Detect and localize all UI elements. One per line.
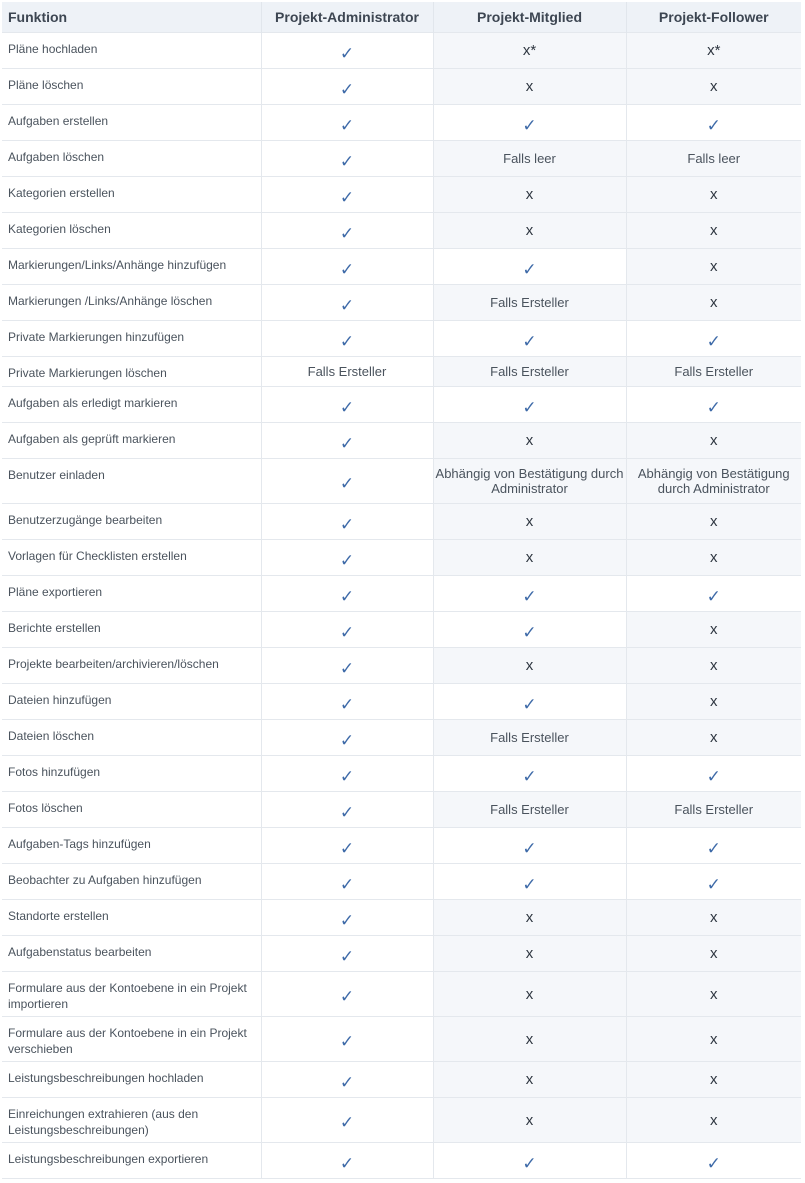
admin-cell	[261, 720, 433, 756]
table-row	[2, 576, 801, 612]
header-projekt-follower: Projekt-Follower	[626, 2, 801, 33]
funktion-cell: Aufgaben erstellen	[2, 105, 261, 141]
funktion-cell: Fotos hinzufügen	[2, 756, 261, 792]
check-icon: ✓	[706, 838, 721, 859]
table-row	[2, 756, 801, 792]
check-icon: ✓	[339, 331, 355, 352]
cross-icon: x	[710, 1071, 718, 1088]
cross-icon: x	[710, 945, 718, 962]
admin-cell	[261, 828, 433, 864]
mitglied-cell	[433, 936, 626, 972]
check-icon: ✓	[339, 115, 355, 136]
table-row	[2, 684, 801, 720]
cross-icon: x	[525, 186, 534, 203]
cross-icon: x	[525, 1030, 534, 1048]
condition-text: Abhängig von Bestätigung durch Administrator	[637, 466, 790, 496]
mitglied-cell	[433, 459, 626, 504]
admin-cell	[261, 504, 433, 540]
admin-cell	[261, 1098, 433, 1143]
follower-cell	[626, 972, 801, 1017]
cross-icon: x	[525, 1111, 534, 1129]
table-row	[2, 387, 801, 423]
funktion-cell: Leistungsbeschreibungen hochladen	[2, 1062, 261, 1098]
cross-icon: x	[710, 513, 718, 530]
condition-text: Falls Ersteller	[490, 295, 569, 310]
admin-cell	[261, 33, 433, 69]
follower-cell	[626, 900, 801, 936]
check-icon: ✓	[339, 1153, 355, 1174]
follower-cell	[626, 321, 801, 357]
follower-cell	[626, 1062, 801, 1098]
check-icon: ✓	[706, 766, 721, 787]
follower-cell	[626, 33, 801, 69]
cross-icon: x	[710, 222, 718, 239]
table-row	[2, 828, 801, 864]
condition-text: Falls Ersteller	[490, 364, 569, 379]
check-icon: ✓	[522, 115, 537, 136]
follower-cell	[626, 756, 801, 792]
check-icon: ✓	[706, 586, 721, 607]
check-icon: ✓	[339, 946, 355, 967]
funktion-cell: Markierungen/Links/Anhänge hinzufügen	[2, 249, 261, 285]
mitglied-cell	[433, 105, 626, 141]
table-row	[2, 177, 801, 213]
check-icon: ✓	[339, 730, 355, 751]
check-icon: ✓	[339, 838, 355, 859]
check-icon: ✓	[339, 474, 355, 494]
check-icon: ✓	[339, 987, 355, 1007]
cross-icon: x	[525, 549, 534, 566]
follower-cell	[626, 387, 801, 423]
admin-cell	[261, 1017, 433, 1062]
header-projekt-administrator: Projekt-Administrator	[261, 2, 433, 33]
admin-cell	[261, 864, 433, 900]
cross-icon: x	[525, 657, 534, 674]
table-row	[2, 1062, 801, 1098]
admin-cell	[261, 972, 433, 1017]
admin-cell	[261, 1062, 433, 1098]
mitglied-cell	[433, 1017, 626, 1062]
follower-cell	[626, 576, 801, 612]
check-icon: ✓	[522, 586, 537, 607]
cross-icon: x	[525, 1071, 534, 1088]
table-row	[2, 864, 801, 900]
header-projekt-mitglied: Projekt-Mitglied	[433, 2, 626, 33]
admin-cell	[261, 69, 433, 105]
mitglied-cell	[433, 285, 626, 321]
admin-cell	[261, 648, 433, 684]
cross-icon: x	[710, 1111, 718, 1129]
follower-cell	[626, 1143, 801, 1179]
table-row	[2, 612, 801, 648]
check-icon: ✓	[339, 397, 355, 418]
funktion-cell: Markierungen /Links/Anhänge löschen	[2, 285, 261, 321]
table-row	[2, 33, 801, 69]
table-row	[2, 1098, 801, 1143]
mitglied-cell	[433, 1098, 626, 1143]
mitglied-cell	[433, 1143, 626, 1179]
admin-cell	[261, 177, 433, 213]
table-row	[2, 105, 801, 141]
admin-cell	[261, 684, 433, 720]
funktion-cell: Fotos löschen	[2, 792, 261, 828]
mitglied-cell	[433, 612, 626, 648]
table-row	[2, 792, 801, 828]
mitglied-cell	[433, 141, 626, 177]
table-row	[2, 249, 801, 285]
check-icon: ✓	[522, 694, 537, 715]
funktion-cell: Kategorien löschen	[2, 213, 261, 249]
funktion-cell: Benutzerzugänge bearbeiten	[2, 504, 261, 540]
follower-cell	[626, 504, 801, 540]
mitglied-cell	[433, 576, 626, 612]
mitglied-cell	[433, 684, 626, 720]
check-icon: ✓	[339, 187, 355, 208]
mitglied-cell	[433, 423, 626, 459]
condition-text: Falls Ersteller	[490, 730, 569, 745]
follower-cell	[626, 792, 801, 828]
cross-icon: x	[710, 186, 718, 203]
check-icon: ✓	[522, 259, 537, 280]
admin-cell	[261, 105, 433, 141]
cross-icon: x	[710, 78, 718, 95]
funktion-cell: Benutzer einladen	[2, 459, 261, 504]
table-row	[2, 1017, 801, 1062]
funktion-cell: Dateien löschen	[2, 720, 261, 756]
check-icon: ✓	[339, 694, 355, 715]
cross-icon: x	[710, 432, 718, 449]
cross-icon: x	[525, 78, 534, 95]
follower-cell	[626, 1098, 801, 1143]
admin-cell	[261, 249, 433, 285]
funktion-cell: Einreichungen extrahieren (aus den Leistungsbeschreibungen)	[2, 1098, 261, 1143]
check-icon: ✓	[522, 838, 537, 859]
funktion-cell: Vorlagen für Checklisten erstellen	[2, 540, 261, 576]
funktion-cell: Projekte bearbeiten/archivieren/löschen	[2, 648, 261, 684]
cross-icon: x	[710, 258, 718, 275]
check-icon: ✓	[339, 223, 355, 244]
mitglied-cell	[433, 792, 626, 828]
mitglied-cell	[433, 756, 626, 792]
check-icon: ✓	[339, 151, 355, 172]
mitglied-cell	[433, 504, 626, 540]
condition-text: Falls leer	[687, 151, 741, 166]
cross-icon: x	[710, 549, 718, 566]
check-icon: ✓	[339, 43, 355, 64]
table-row	[2, 1143, 801, 1179]
header-row	[2, 2, 801, 33]
funktion-cell: Pläne exportieren	[2, 576, 261, 612]
table-row	[2, 321, 801, 357]
funktion-cell: Formulare aus der Kontoebene in ein Projekt importieren	[2, 972, 261, 1017]
permissions-table	[2, 2, 801, 1179]
check-icon: ✓	[339, 1113, 355, 1133]
funktion-cell: Aufgaben als geprüft markieren	[2, 423, 261, 459]
follower-cell	[626, 423, 801, 459]
admin-cell	[261, 900, 433, 936]
table-row	[2, 69, 801, 105]
mitglied-cell	[433, 177, 626, 213]
mitglied-cell	[433, 828, 626, 864]
mitglied-cell	[433, 357, 626, 387]
check-icon: ✓	[522, 331, 537, 352]
cross-icon: x	[710, 909, 718, 926]
cross-icon: x	[525, 432, 534, 449]
cross-icon: x	[525, 945, 534, 962]
admin-cell	[261, 792, 433, 828]
table-row	[2, 972, 801, 1017]
check-icon: ✓	[522, 874, 537, 895]
mitglied-cell	[433, 33, 626, 69]
follower-cell	[626, 684, 801, 720]
table-row	[2, 423, 801, 459]
funktion-cell: Berichte erstellen	[2, 612, 261, 648]
check-icon: ✓	[339, 1032, 355, 1052]
admin-cell	[261, 285, 433, 321]
admin-cell	[261, 540, 433, 576]
funktion-cell: Aufgabenstatus bearbeiten	[2, 936, 261, 972]
check-icon: ✓	[339, 295, 355, 316]
admin-cell	[261, 357, 433, 387]
check-icon: ✓	[522, 1153, 537, 1174]
follower-cell	[626, 177, 801, 213]
funktion-cell: Pläne hochladen	[2, 33, 261, 69]
check-icon: ✓	[339, 514, 355, 535]
check-icon: ✓	[339, 658, 355, 679]
cross-icon: x	[710, 985, 718, 1003]
follower-cell	[626, 612, 801, 648]
mitglied-cell	[433, 720, 626, 756]
cross-icon: x	[710, 621, 718, 638]
condition-text: Falls Ersteller	[674, 364, 754, 379]
admin-cell	[261, 213, 433, 249]
check-icon: ✓	[706, 331, 721, 352]
cross-icon: x	[710, 657, 718, 674]
admin-cell	[261, 1143, 433, 1179]
table-row	[2, 141, 801, 177]
follower-cell	[626, 249, 801, 285]
cross-icon: x	[525, 909, 534, 926]
cross-icon: x	[710, 693, 718, 710]
check-icon: ✓	[706, 874, 721, 895]
mitglied-cell	[433, 387, 626, 423]
condition-text: Falls Ersteller	[490, 802, 569, 817]
table-row	[2, 213, 801, 249]
follower-cell	[626, 459, 801, 504]
follower-cell	[626, 213, 801, 249]
follower-cell	[626, 864, 801, 900]
admin-cell	[261, 387, 433, 423]
mitglied-cell	[433, 1062, 626, 1098]
check-icon: ✓	[339, 79, 355, 100]
funktion-cell: Formulare aus der Kontoebene in ein Projekt verschieben	[2, 1017, 261, 1062]
admin-cell	[261, 756, 433, 792]
check-icon: ✓	[522, 397, 537, 418]
header-funktion: Funktion	[2, 2, 261, 33]
cross-icon: x	[710, 729, 718, 746]
admin-cell	[261, 936, 433, 972]
check-icon: ✓	[339, 433, 355, 454]
check-icon: ✓	[339, 766, 355, 787]
funktion-cell: Leistungsbeschreibungen exportieren	[2, 1143, 261, 1179]
admin-cell	[261, 141, 433, 177]
mitglied-cell	[433, 972, 626, 1017]
mitglied-cell	[433, 864, 626, 900]
table-body	[2, 33, 801, 1179]
funktion-cell: Standorte erstellen	[2, 900, 261, 936]
mitglied-cell	[433, 69, 626, 105]
follower-cell	[626, 141, 801, 177]
check-icon: ✓	[706, 1153, 721, 1174]
mitglied-cell	[433, 648, 626, 684]
condition-text: Falls leer	[503, 151, 556, 166]
check-icon: ✓	[706, 115, 721, 136]
funktion-cell: Dateien hinzufügen	[2, 684, 261, 720]
funktion-cell: Pläne löschen	[2, 69, 261, 105]
funktion-cell: Beobachter zu Aufgaben hinzufügen	[2, 864, 261, 900]
funktion-cell: Aufgaben löschen	[2, 141, 261, 177]
cross-icon: x	[525, 513, 534, 530]
table-row	[2, 936, 801, 972]
funktion-cell: Private Markierungen hinzufügen	[2, 321, 261, 357]
check-icon: ✓	[339, 586, 355, 607]
check-icon: ✓	[339, 259, 355, 280]
condition-text: Abhängig von Bestätigung durch Administrator	[435, 466, 624, 496]
table-row	[2, 357, 801, 387]
cross-icon: x*	[707, 42, 721, 59]
funktion-cell: Aufgaben-Tags hinzufügen	[2, 828, 261, 864]
table-row	[2, 285, 801, 321]
follower-cell	[626, 720, 801, 756]
follower-cell	[626, 105, 801, 141]
check-icon: ✓	[339, 910, 355, 931]
check-icon: ✓	[339, 622, 355, 643]
follower-cell	[626, 648, 801, 684]
cross-icon: x	[710, 1030, 718, 1048]
mitglied-cell	[433, 540, 626, 576]
table-row	[2, 540, 801, 576]
funktion-cell: Aufgaben als erledigt markieren	[2, 387, 261, 423]
mitglied-cell	[433, 321, 626, 357]
condition-text: Falls Ersteller	[307, 364, 387, 379]
check-icon: ✓	[339, 874, 355, 895]
check-icon: ✓	[339, 1072, 355, 1093]
check-icon: ✓	[522, 766, 537, 787]
table-row	[2, 720, 801, 756]
admin-cell	[261, 612, 433, 648]
cross-icon: x*	[522, 42, 537, 59]
check-icon: ✓	[522, 622, 537, 643]
check-icon: ✓	[706, 397, 721, 418]
check-icon: ✓	[339, 550, 355, 571]
follower-cell	[626, 69, 801, 105]
mitglied-cell	[433, 249, 626, 285]
follower-cell	[626, 828, 801, 864]
cross-icon: x	[710, 294, 718, 311]
check-icon: ✓	[339, 802, 355, 823]
follower-cell	[626, 540, 801, 576]
follower-cell	[626, 285, 801, 321]
funktion-cell: Kategorien erstellen	[2, 177, 261, 213]
funktion-cell: Private Markierungen löschen	[2, 357, 261, 387]
table-row	[2, 459, 801, 504]
follower-cell	[626, 936, 801, 972]
table-row	[2, 900, 801, 936]
mitglied-cell	[433, 900, 626, 936]
follower-cell	[626, 1017, 801, 1062]
condition-text: Falls Ersteller	[674, 802, 754, 817]
cross-icon: x	[525, 222, 534, 239]
mitglied-cell	[433, 213, 626, 249]
cross-icon: x	[525, 985, 534, 1003]
admin-cell	[261, 321, 433, 357]
admin-cell	[261, 423, 433, 459]
table-row	[2, 648, 801, 684]
admin-cell	[261, 576, 433, 612]
table-row	[2, 504, 801, 540]
follower-cell	[626, 357, 801, 387]
admin-cell	[261, 459, 433, 504]
